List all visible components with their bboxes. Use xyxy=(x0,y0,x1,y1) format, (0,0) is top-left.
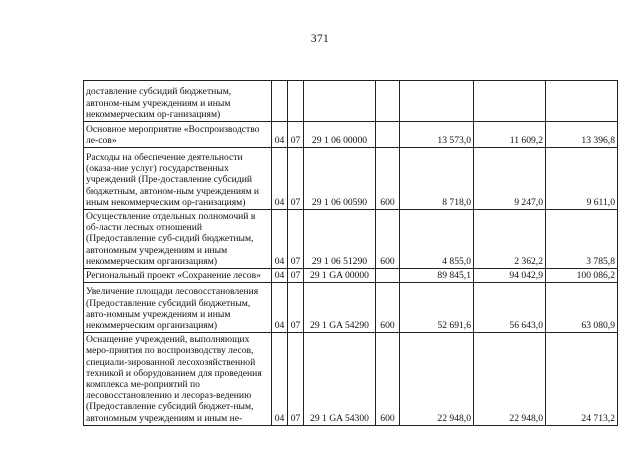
row-name: Оснащение учреждений, выполняющих меро-приятия по воспроизводству лесов, специали-зированной лесохозяйственной техникой и оборудованием для проведения комплекса ме-роприятий по лесовосстановлению и лесораз-ведению (Предоставление субсидий бюджет-ным, автономным учреждениям и иным не- xyxy=(84,333,272,426)
row-name: доставление субсидий бюджетным, автоном-ным учреждениям и иным некоммерческим ор-ганизациям) xyxy=(84,81,272,122)
year3-value xyxy=(546,81,618,122)
table-row xyxy=(84,122,618,148)
year1-value: 8 718,0 xyxy=(400,148,474,210)
pr-cell: 07 xyxy=(288,333,304,426)
pr-cell: 07 xyxy=(288,283,304,333)
year2-value: 2 362,2 xyxy=(474,210,546,269)
rz-cell xyxy=(272,81,288,122)
vr-cell: 600 xyxy=(376,283,400,333)
year2-value: 94 042,9 xyxy=(474,269,546,283)
csr-cell: 29 1 GA 54300 xyxy=(304,333,376,426)
year3-value: 63 080,9 xyxy=(546,283,618,333)
table-row xyxy=(84,148,618,210)
table-row xyxy=(84,210,618,269)
year1-value: 22 948,0 xyxy=(400,333,474,426)
table-row xyxy=(84,269,618,283)
year2-value: 56 643,0 xyxy=(474,283,546,333)
page-number: 371 xyxy=(310,33,330,45)
pr-cell: 07 xyxy=(288,210,304,269)
csr-cell: 29 1 GA 00000 xyxy=(304,269,376,283)
year1-value: 89 845,1 xyxy=(400,269,474,283)
year2-value: 9 247,0 xyxy=(474,148,546,210)
rz-cell: 04 xyxy=(272,333,288,426)
vr-cell: 600 xyxy=(376,210,400,269)
budget-table xyxy=(83,80,618,426)
csr-cell xyxy=(304,81,376,122)
row-name: Осуществление отдельных полномочий в об-ласти лесных отношений (Предоставление суб-сидий бюджетным, автономным учреждениям и иным некоммерческим организациям) xyxy=(84,210,272,269)
vr-cell: 600 xyxy=(376,333,400,426)
year1-value xyxy=(400,81,474,122)
year3-value: 9 611,0 xyxy=(546,148,618,210)
row-name: Увеличение площади лесовосстановления (Предоставление субсидий бюджетным, авто-номным учреждениям и иным некоммерческим организациям) xyxy=(84,283,272,333)
year3-value: 13 396,8 xyxy=(546,122,618,148)
table-row xyxy=(84,283,618,333)
rz-cell: 04 xyxy=(272,269,288,283)
year2-value: 22 948,0 xyxy=(474,333,546,426)
rz-cell: 04 xyxy=(272,122,288,148)
pr-cell: 07 xyxy=(288,122,304,148)
row-name: Расходы на обеспечение деятельности (оказа-ние услуг) государственных учреждений (Пре-доставление субсидий бюджетным, автоном-ным учреждениям и иным некоммерческим ор-ганизациям) xyxy=(84,148,272,210)
vr-cell: 600 xyxy=(376,148,400,210)
year1-value: 4 855,0 xyxy=(400,210,474,269)
csr-cell: 29 1 06 00000 xyxy=(304,122,376,148)
row-name: Региональный проект «Сохранение лесов» xyxy=(84,269,272,283)
csr-cell: 29 1 06 00590 xyxy=(304,148,376,210)
year3-value: 100 086,2 xyxy=(546,269,618,283)
year3-value: 24 713,2 xyxy=(546,333,618,426)
rz-cell: 04 xyxy=(272,210,288,269)
vr-cell xyxy=(376,269,400,283)
table-row xyxy=(84,333,618,426)
rz-cell: 04 xyxy=(272,283,288,333)
csr-cell: 29 1 GA 54290 xyxy=(304,283,376,333)
vr-cell xyxy=(376,122,400,148)
row-name: Основное мероприятие «Воспроизводство ле-сов» xyxy=(84,122,272,148)
year1-value: 13 573,0 xyxy=(400,122,474,148)
vr-cell xyxy=(376,81,400,122)
csr-cell: 29 1 06 51290 xyxy=(304,210,376,269)
table-row xyxy=(84,81,618,122)
pr-cell: 07 xyxy=(288,148,304,210)
year1-value: 52 691,6 xyxy=(400,283,474,333)
year3-value: 3 785,8 xyxy=(546,210,618,269)
year2-value xyxy=(474,81,546,122)
rz-cell: 04 xyxy=(272,148,288,210)
year2-value: 11 609,2 xyxy=(474,122,546,148)
pr-cell: 07 xyxy=(288,269,304,283)
pr-cell xyxy=(288,81,304,122)
